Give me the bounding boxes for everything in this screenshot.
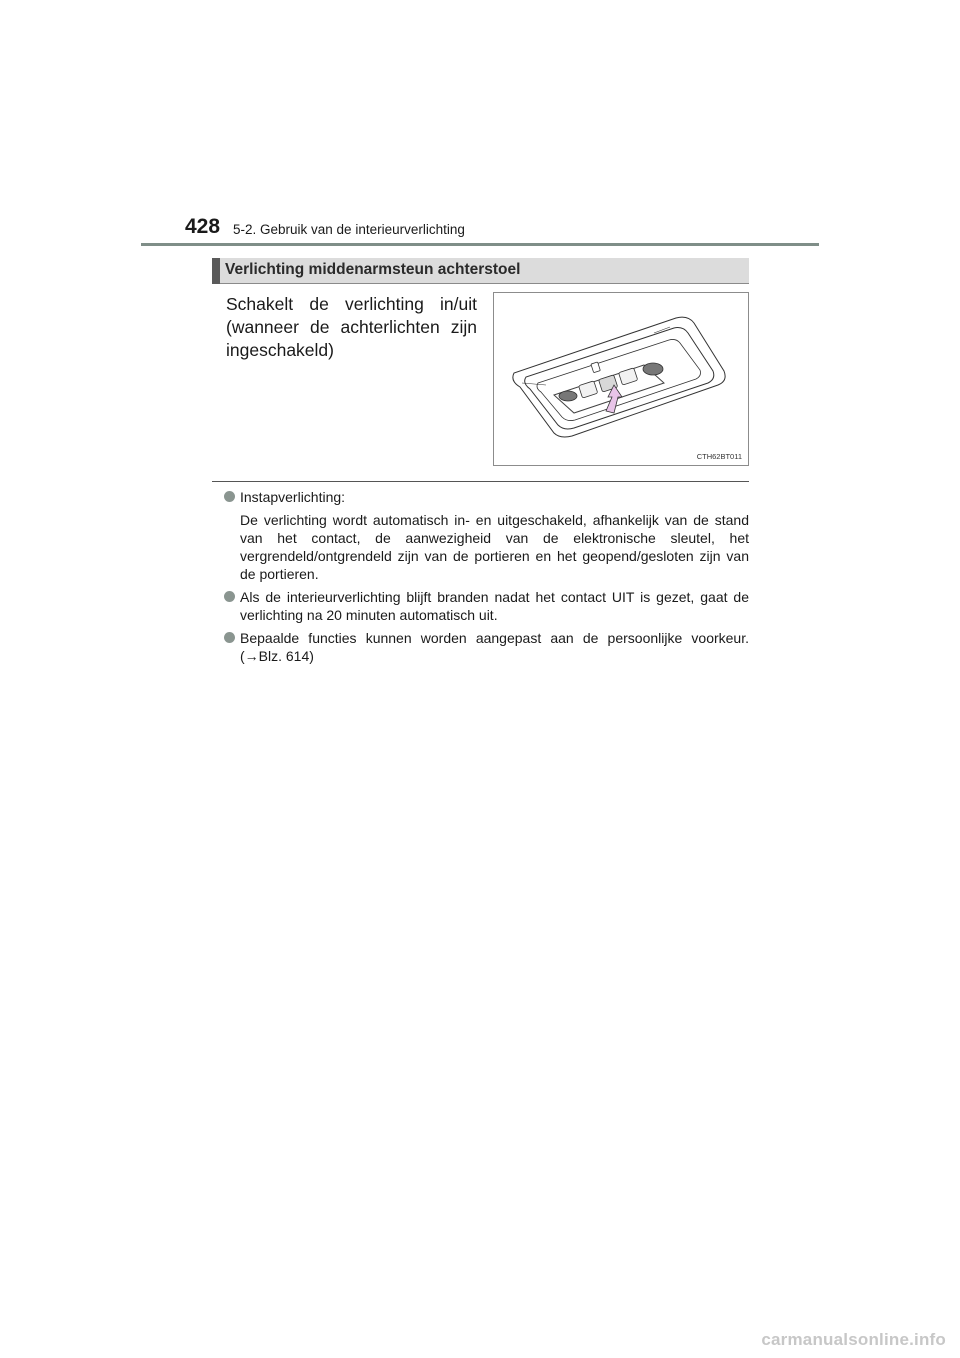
right-speaker-grille (643, 363, 663, 375)
bullet-desc: De verlichting wordt automatisch in- en uitgeschakeld, afhankelijk van de stand van het contact, de aanwezigheid van de elektronische sleutel, het vergrendeld/ontgrendeld zijn van de portieren en het geopend/gesloten zijn van de portieren. (240, 512, 749, 582)
seat-button-2 (619, 368, 638, 385)
section-title: Verlichting middenarmsteun achterstoel (225, 261, 521, 278)
watermark: carmanualsonline.info (761, 1330, 946, 1349)
page-number: 428 (185, 215, 221, 238)
bullet-dot (224, 632, 235, 643)
bullet-item (224, 588, 749, 624)
left-speaker-grille (559, 391, 577, 401)
seat-button-1 (579, 381, 598, 398)
bullet-label: Als de interieurverlichting blijft branden nadat het contact UIT is gezet, gaat de verlichting na 20 minuten automatisch uit. (240, 589, 749, 623)
section-rule (212, 481, 749, 482)
section-header (212, 258, 749, 284)
bullet-dot (224, 491, 235, 502)
header-rule (141, 243, 819, 246)
bullet-item (224, 488, 749, 583)
figure-code: CTH62BT011 (696, 452, 742, 461)
chapter-title: 5-2. Gebruik van de interieurverlichting (233, 222, 465, 237)
bullet-item (224, 629, 749, 665)
bullet-label: Instapverlichting: (240, 489, 346, 505)
figure-switch-panel (493, 292, 749, 466)
bullet-label: Bepaalde functies kunnen worden aangepast aan de persoonlijke voorkeur. (→Blz. 614) (240, 630, 749, 664)
top-indicator (591, 362, 600, 373)
intro-text: Schakelt de verlichting in/uit (wanneer de achterlichten zijn ingeschakeld) (226, 294, 477, 360)
bullet-list (224, 488, 749, 670)
bullet-dot (224, 591, 235, 602)
switch-panel-illustration (494, 293, 748, 465)
section-accent (212, 258, 220, 284)
